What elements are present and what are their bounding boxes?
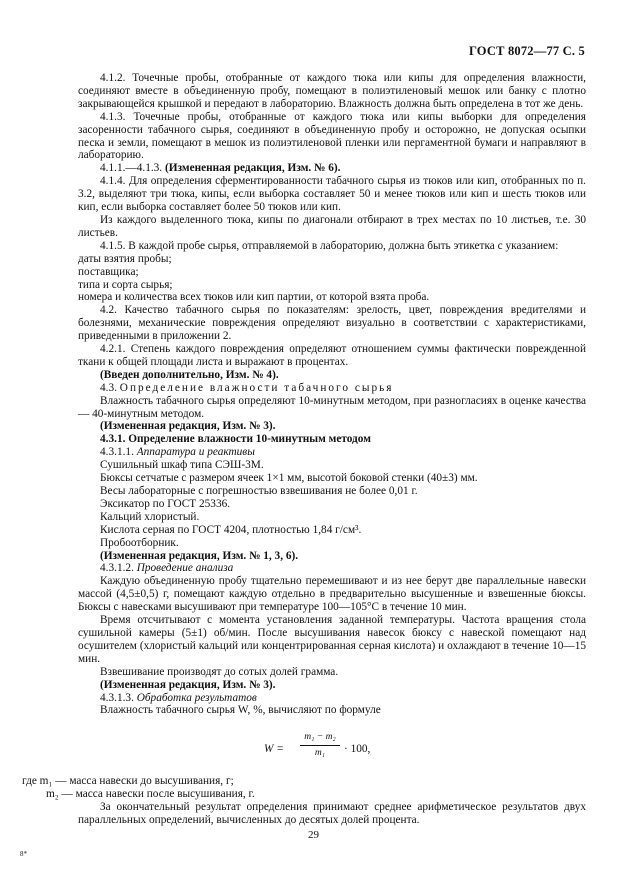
label-item: номера и количества всех тюков или кип партии, от которой взята проба. bbox=[78, 291, 430, 304]
equipment-item: Весы лабораторные с погрешностью взвешивания не более 0,01 г. bbox=[100, 485, 418, 497]
equipment-item: Кальций хлористый. bbox=[100, 510, 200, 523]
clause-range: 4.1.1.—4.1.3. bbox=[100, 162, 163, 175]
paragraph-4-3: Влажность табачного сырья определяют 10-минутным методом, при разногласиях в оценке качества — 40-минутным методом. bbox=[78, 394, 586, 420]
analysis-paragraph: Взвешивание производят до сотых долей грамма. bbox=[100, 665, 339, 678]
document-body bbox=[22, 72, 586, 827]
section-title: Проведение анализа bbox=[136, 562, 234, 575]
formula-rhs: · 100, bbox=[344, 743, 371, 756]
paragraph-4-1-4-continued: Из каждого выделенного тюка, кипы по диагонали отбирают в трех местах по 10 листьев, т.е. 30 листьев. bbox=[78, 213, 586, 239]
subsection-4-3-1-heading: 4.3.1. Определение влажности 10-минутным методом bbox=[100, 433, 371, 446]
label-item: поставщика; bbox=[78, 265, 139, 278]
subsection-4-3-1-2-heading bbox=[78, 562, 586, 575]
revision-note: (Измененная редакция, Изм. № 3). bbox=[100, 678, 276, 691]
equipment-item: Кислота серная по ГОСТ 4204, плотностью 1,84 г/см³. bbox=[100, 523, 362, 536]
section-number: 4.3.1.2. bbox=[100, 562, 134, 575]
section-number: 4.3.1.1. bbox=[100, 446, 134, 459]
subsection-4-3-1-1-heading bbox=[78, 446, 586, 459]
paragraph-4-1-2: 4.1.2. Точечные пробы, отобранные от каждого тюка или кипы для определения влажности, соединяют вместе в объединенную пробу, помещают в полиэтиленовый мешок или банку с плотно закрывающейся крышкой и передают в лабораторию. Влажность должна быть определена в тот же день. bbox=[78, 72, 586, 110]
formula-denominator: m₁ bbox=[314, 748, 326, 759]
paragraph-4-2: 4.2. Качество табачного сырья по показателям: зрелость, цвет, повреждения вредителями и болезнями, механические повреждения определяют визуально в соответствии с характеристиками, приведенными в приложении 2. bbox=[78, 304, 586, 343]
paragraph-4-1-3: 4.1.3. Точечные пробы, отобранные от каждого тюка или кипы выборки для определения засоренности табачного сырья, соединяют в объединенную пробу и осторожно, не допуская осыпки песка и земли, помещают в мешок из полиэтиленовой пленки или пергаментной бумаги и направляют в лабораторию. bbox=[78, 110, 586, 162]
margin-mark: 8* bbox=[20, 850, 27, 858]
formula-numerator: m₁ − m₂ bbox=[300, 731, 340, 746]
section-number: 4.3. bbox=[100, 381, 117, 394]
section-title: Аппаратура и реактивы bbox=[136, 446, 255, 459]
subsection-4-3-1-3-heading bbox=[78, 692, 586, 705]
label-item: типа и сорта сырья; bbox=[78, 278, 173, 291]
section-title: Определение влажности табачного сырья bbox=[119, 381, 394, 394]
analysis-paragraph: Каждую объединенную пробу тщательно перемешивают и из нее берут две параллельные навески массой (4,5±0,5) г, помещают каждую отдельно в предварительно высушенные и взвешенные бюксы. Бюксы с навесками высушивают при температуре 100—105°С в течение 10 мин. bbox=[78, 575, 586, 614]
paragraph-final-result: За окончательный результат определения принимают среднее арифметическое результатов двух параллельных определений, вычисленных до десятых долей процента. bbox=[78, 801, 586, 827]
revision-note: (Измененная редакция, Изм. № 1, 3, 6). bbox=[100, 549, 299, 562]
paragraph-4-1-1-revision bbox=[78, 162, 586, 175]
formula-where-1: где m₁ — масса навески до высушивания, г; bbox=[22, 775, 234, 788]
paragraph-4-2-1: 4.2.1. Степень каждого повреждения определяют отношением суммы фактически поврежденной ткани к общей площади листа и выражают в процентах. bbox=[78, 343, 586, 368]
page-header: ГОСТ 8072—77 С. 5 bbox=[468, 44, 585, 58]
equipment-item: Пробоотборник. bbox=[100, 536, 179, 549]
section-number: 4.3.1.3. bbox=[100, 691, 134, 704]
moisture-formula bbox=[78, 731, 586, 769]
equipment-item: Эксикатор по ГОСТ 25336. bbox=[100, 497, 231, 510]
formula-fraction bbox=[300, 731, 340, 760]
paragraph-4-1-5: 4.1.5. В каждой пробе сырья, отправляемой в лабораторию, должна быть этикетка с указанием: bbox=[100, 239, 559, 252]
equipment-item: Бюксы сетчатые с размером ячеек 1×1 мм, высотой боковой стенки (40±3) мм. bbox=[100, 472, 478, 485]
paragraph-4-1-4: 4.1.4. Для определения сферментированности табачного сырья из тюков или кип, отобранных по п. 3.2, выделяют три тюка, кипы, если выборка составляет 50 и менее тюков или кип и шесть тюков или кип, если выборка составляет более 50 тюков или кип. bbox=[78, 175, 586, 214]
analysis-paragraph: Время отсчитывают с момента установления заданной температуры. Частота вращения стола сушильной камеры (5±1) об/мин. После высушивания навесок бюксу с навеской помещают над осушителем (хлористый кальций или концентрированная серная кислота) и охлаждают в течение 10—15 мин. bbox=[78, 614, 586, 665]
revision-note: (Измененная редакция, Изм. № 3). bbox=[100, 420, 276, 433]
section-title: Обработка результатов bbox=[136, 691, 257, 704]
formula-intro: Влажность табачного сырья W, %, вычисляют по формуле bbox=[100, 704, 381, 717]
revision-note: (Введен дополнительно, Изм. № 4). bbox=[100, 368, 279, 381]
formula-where-2: m₂ — масса навески после высушивания, г. bbox=[46, 788, 255, 801]
formula-lhs: W = bbox=[264, 743, 284, 756]
page-number: 29 bbox=[308, 829, 319, 841]
label-item: даты взятия пробы; bbox=[78, 252, 172, 265]
revision-note: (Измененная редакция, Изм. № 6). bbox=[164, 162, 341, 175]
section-4-3-heading bbox=[78, 382, 586, 395]
equipment-item: Сушильный шкаф типа СЭШ-3М. bbox=[100, 459, 264, 472]
